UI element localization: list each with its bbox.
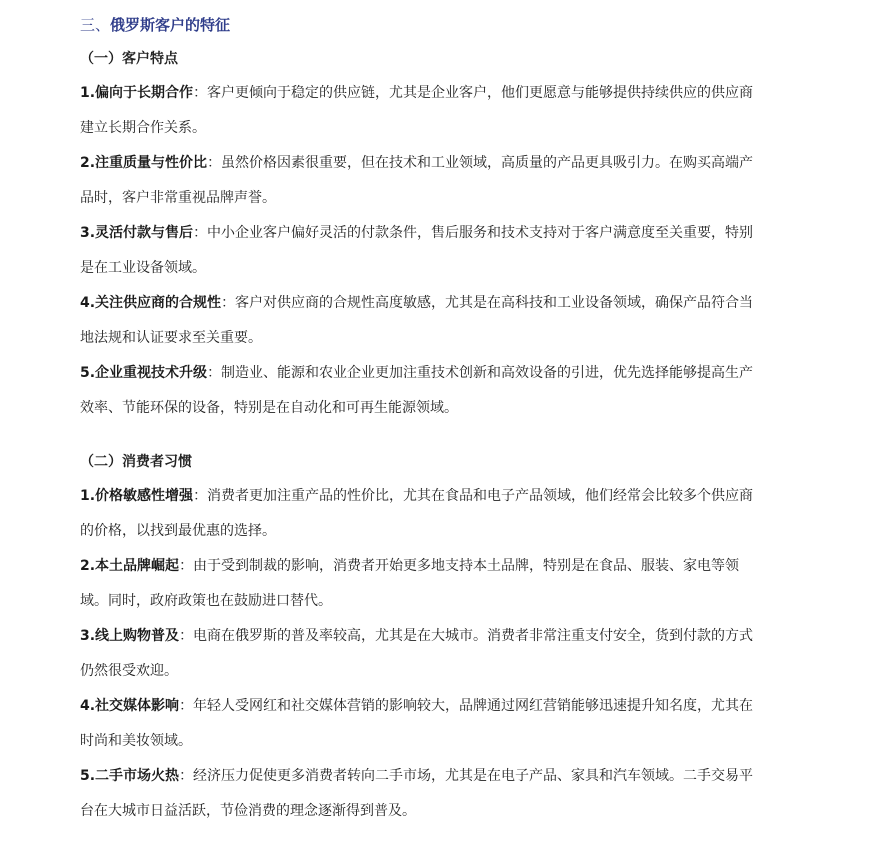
list-item xyxy=(80,549,758,619)
item-text: ：经济压力促使更多消费者转向二手市场，尤其是在电子产品、家具和汽车领域。二手交易平台在大城市日益活跃，节俭消费的理念逐渐得到普及。 xyxy=(80,768,754,819)
list-item xyxy=(80,619,758,689)
section-title: 俄罗斯客户的特征 xyxy=(110,16,231,34)
item-term: 2.本土品牌崛起 xyxy=(80,558,180,574)
item-term: 3.灵活付款与售后 xyxy=(80,225,194,241)
list-item xyxy=(80,286,758,356)
item-term: 2.注重质量与性价比 xyxy=(80,155,208,171)
item-text: ：虽然价格因素很重要，但在技术和工业领域，高质量的产品更具吸引力。在购买高端产品时，客户非常重视品牌声誉。 xyxy=(80,155,754,206)
list-item xyxy=(80,759,758,829)
list-item xyxy=(80,356,758,426)
subsection-title: （二）消费者习惯 xyxy=(80,454,192,470)
subsection-title: （一）客户特点 xyxy=(80,51,178,67)
item-term: 1.价格敏感性增强 xyxy=(80,488,194,504)
item-text: ：电商在俄罗斯的普及率较高，尤其是在大城市。消费者非常注重支付安全，货到付款的方式仍然很受欢迎。 xyxy=(80,628,754,679)
item-term: 5.企业重视技术升级 xyxy=(80,365,208,381)
list-item xyxy=(80,689,758,759)
item-text: ：年轻人受网红和社交媒体营销的影响较大，品牌通过网红营销能够迅速提升知名度，尤其在时尚和美妆领域。 xyxy=(80,698,754,749)
item-text: ：客户对供应商的合规性高度敏感，尤其是在高科技和工业设备领域，确保产品符合当地法规和认证要求至关重要。 xyxy=(80,295,754,346)
section-number: 三、 xyxy=(80,16,111,34)
item-term: 4.社交媒体影响 xyxy=(80,698,180,714)
section-heading xyxy=(80,13,230,37)
list-item xyxy=(80,76,758,146)
list-item xyxy=(80,146,758,216)
item-term: 1.偏向于长期合作 xyxy=(80,85,194,101)
item-text: ：中小企业客户偏好灵活的付款条件，售后服务和技术支持对于客户满意度至关重要，特别是在工业设备领域。 xyxy=(80,225,754,276)
subsection-customer-features xyxy=(80,47,780,426)
item-term: 3.线上购物普及 xyxy=(80,628,180,644)
item-text: ：消费者更加注重产品的性价比，尤其在食品和电子产品领域，他们经常会比较多个供应商的价格，以找到最优惠的选择。 xyxy=(80,488,754,539)
item-term: 5.二手市场火热 xyxy=(80,768,180,784)
item-term: 4.关注供应商的合规性 xyxy=(80,295,222,311)
list-item xyxy=(80,479,758,549)
item-text: ：制造业、能源和农业企业更加注重技术创新和高效设备的引进，优先选择能够提高生产效率、节能环保的设备，特别是在自动化和可再生能源领域。 xyxy=(80,365,754,416)
list-item xyxy=(80,216,758,286)
item-text: ：客户更倾向于稳定的供应链，尤其是企业客户，他们更愿意与能够提供持续供应的供应商建立长期合作关系。 xyxy=(80,85,754,136)
item-text: ：由于受到制裁的影响，消费者开始更多地支持本土品牌，特别是在食品、服装、家电等领域。同时，政府政策也在鼓励进口替代。 xyxy=(80,558,740,609)
subsection-consumer-habits xyxy=(80,450,780,829)
